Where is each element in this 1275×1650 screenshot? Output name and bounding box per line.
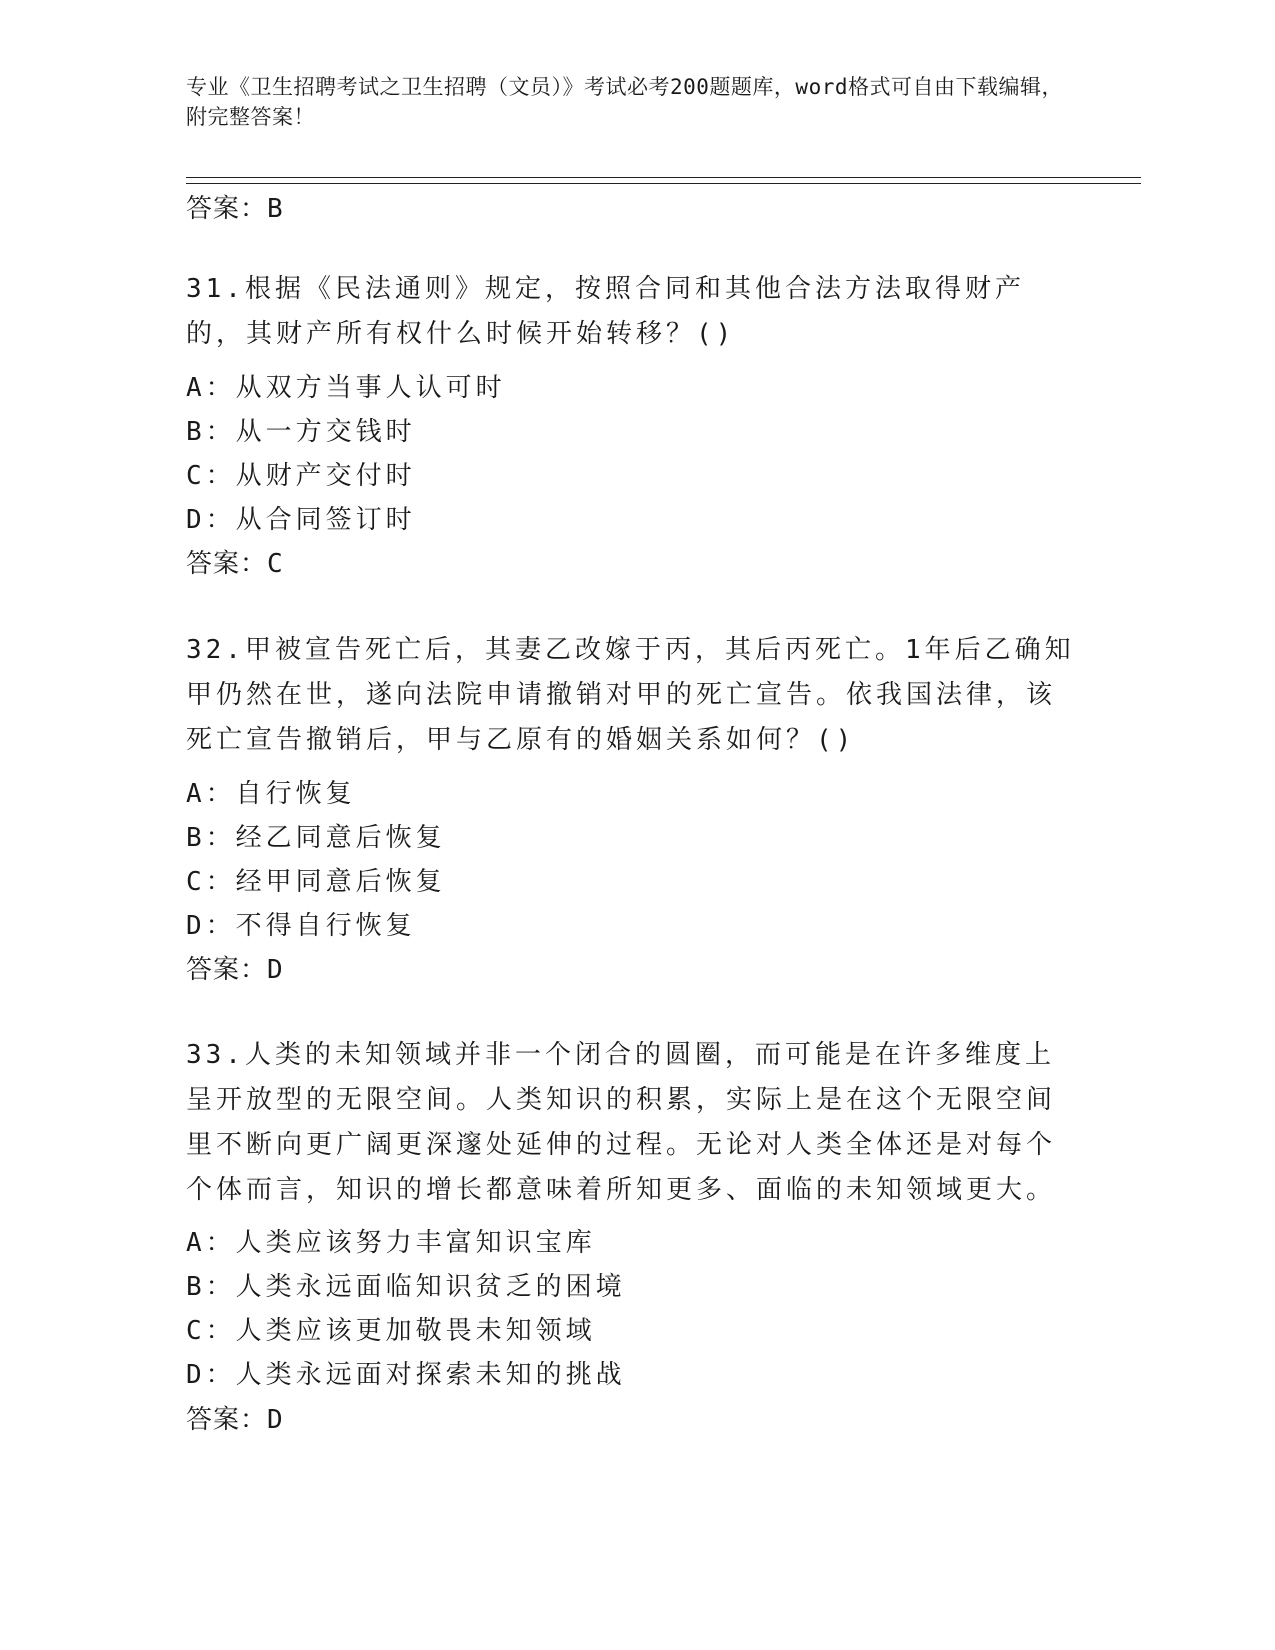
question-32-answer: 答案：D — [186, 955, 284, 985]
question-31-option-b: B：从一方交钱时 — [186, 417, 416, 447]
prev-answer: 答案：B — [186, 194, 284, 224]
question-31-answer: 答案：C — [186, 549, 284, 579]
question-33-option-b: B：人类永远面临知识贫乏的困境 — [186, 1272, 626, 1302]
header-divider-top — [186, 177, 1141, 178]
question-31-option-d: D：从合同签订时 — [186, 505, 416, 535]
header-divider-bottom — [186, 183, 1141, 184]
question-33-text: 33.人类的未知领域并非一个闭合的圆圈，而可能是在许多维度上呈开放型的无限空间。人类知识的积累，实际上是在这个无限空间里不断向更广阔更深邃处延伸的过程。无论对人类全体还是对每个个体而言，知识的增长都意味着所知更多、面临的未知领域更大。 — [186, 1040, 1057, 1205]
question-32-option-c: C：经甲同意后恢复 — [186, 867, 446, 897]
question-33-option-a: A：人类应该努力丰富知识宝库 — [186, 1228, 596, 1258]
question-33-option-c: C：人类应该更加敬畏未知领域 — [186, 1316, 596, 1346]
question-31-text: 31.根据《民法通则》规定，按照合同和其他合法方法取得财产的，其财产所有权什么时候开始转移？() — [186, 274, 1025, 349]
question-33-answer: 答案：D — [186, 1405, 284, 1435]
question-31-option-a: A：从双方当事人认可时 — [186, 373, 506, 403]
question-32-option-b: B：经乙同意后恢复 — [186, 823, 446, 853]
question-31-option-c: C：从财产交付时 — [186, 461, 416, 491]
document-header: 专业《卫生招聘考试之卫生招聘（文员）》考试必考200题题库，word格式可自由下载编辑，附完整答案！ — [186, 75, 1063, 129]
question-32-option-d: D：不得自行恢复 — [186, 911, 416, 941]
question-32-option-a: A：自行恢复 — [186, 779, 356, 809]
question-33-option-d: D：人类永远面对探索未知的挑战 — [186, 1360, 626, 1390]
question-32-text: 32.甲被宣告死亡后，其妻乙改嫁于丙，其后丙死亡。1年后乙确知甲仍然在世，遂向法院申请撤销对甲的死亡宣告。依我国法律，该死亡宣告撤销后，甲与乙原有的婚姻关系如何？() — [186, 635, 1075, 755]
